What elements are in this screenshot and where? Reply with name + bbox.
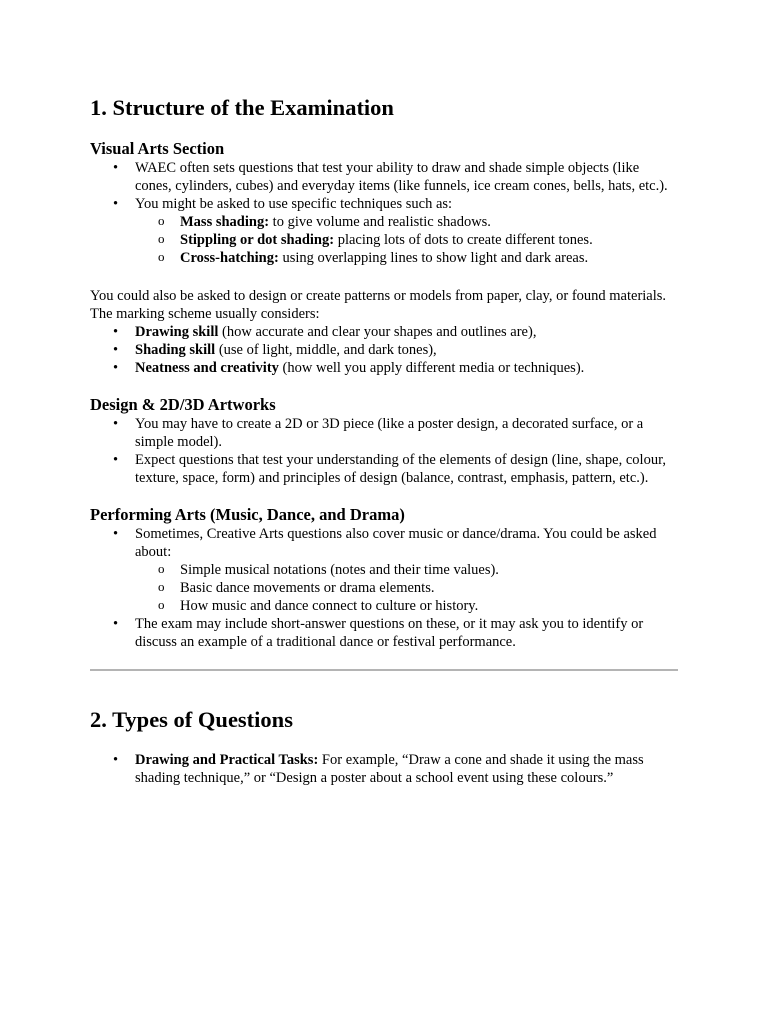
criteria-term: Neatness and creativity <box>135 360 279 376</box>
performing-list <box>90 525 678 651</box>
performing-subitem: Basic dance movements or drama elements. <box>180 580 435 596</box>
list-item <box>135 525 678 615</box>
list-item <box>135 415 678 451</box>
list-item <box>135 195 678 267</box>
technique-desc: placing lots of dots to create different tones. <box>334 232 593 248</box>
technique-list <box>135 213 678 267</box>
list-item <box>180 561 678 579</box>
section-1-title: 1. Structure of the Examination <box>90 95 394 120</box>
question-type-desc: For example, “Draw a cone and shade it using the mass shading technique,” or “Design a poster about a school event using these colours.” <box>135 752 644 786</box>
performing-bullet-2: The exam may include short-answer questions on these, or it may ask you to identify or discuss an example of a traditional dance or festival performance. <box>135 616 644 650</box>
performing-subitem: How music and dance connect to culture or history. <box>180 598 479 614</box>
marking-paragraph: You could also be asked to design or create patterns or models from paper, clay, or found materials. The marking scheme usually considers: <box>90 288 667 322</box>
question-type-term: Drawing and Practical Tasks: <box>135 752 319 768</box>
visual-arts-heading: Visual Arts Section <box>90 139 225 158</box>
criteria-desc: (use of light, middle, and dark tones), <box>215 342 437 358</box>
technique-term: Stippling or dot shading: <box>180 232 335 248</box>
visual-arts-list <box>90 159 678 267</box>
section-2-title: 2. Types of Questions <box>90 707 293 732</box>
criteria-desc: (how accurate and clear your shapes and outlines are), <box>218 324 537 340</box>
list-item <box>180 213 678 231</box>
design-heading: Design & 2D/3D Artworks <box>90 395 276 414</box>
technique-desc: using overlapping lines to show light and dark areas. <box>278 250 589 266</box>
design-bullet-2: Expect questions that test your understanding of the elements of design (line, shape, colour, texture, space, form) and principles of design (balance, contrast, emphasis, pattern, etc.). <box>135 452 666 486</box>
visual-bullet-1: WAEC often sets questions that test your ability to draw and shade simple objects (like cones, cylinders, cubes) and everyday items (like funnels, ice cream cones, bells, hats, etc.). <box>135 160 668 194</box>
criteria-list <box>90 323 678 377</box>
performing-arts-heading: Performing Arts (Music, Dance, and Drama) <box>90 505 405 524</box>
technique-term: Cross-hatching: <box>180 250 279 266</box>
performing-sublist <box>135 561 678 615</box>
performing-subitem: Simple musical notations (notes and their time values). <box>180 562 499 578</box>
list-item <box>135 751 678 787</box>
list-item <box>135 615 678 651</box>
list-item <box>180 231 678 249</box>
list-item <box>135 323 678 341</box>
list-item <box>180 579 678 597</box>
list-item <box>180 249 678 267</box>
criteria-desc: (how well you apply different media or techniques). <box>278 360 585 376</box>
technique-desc: to give volume and realistic shadows. <box>269 214 491 230</box>
design-bullet-1: You may have to create a 2D or 3D piece (like a poster design, a decorated surface, or a simple model). <box>135 416 644 450</box>
question-types-list <box>90 751 678 787</box>
list-item <box>180 597 678 615</box>
performing-bullet-1: Sometimes, Creative Arts questions also cover music or dance/drama. You could be asked about: <box>135 526 657 560</box>
design-list <box>90 415 678 487</box>
list-item <box>135 159 678 195</box>
list-item <box>135 451 678 487</box>
section-divider <box>90 669 678 671</box>
criteria-term: Drawing skill <box>135 324 219 340</box>
list-item <box>135 359 678 377</box>
criteria-term: Shading skill <box>135 342 216 358</box>
list-item <box>135 341 678 359</box>
technique-term: Mass shading: <box>180 214 270 230</box>
visual-bullet-2: You might be asked to use specific techniques such as: <box>135 196 453 212</box>
